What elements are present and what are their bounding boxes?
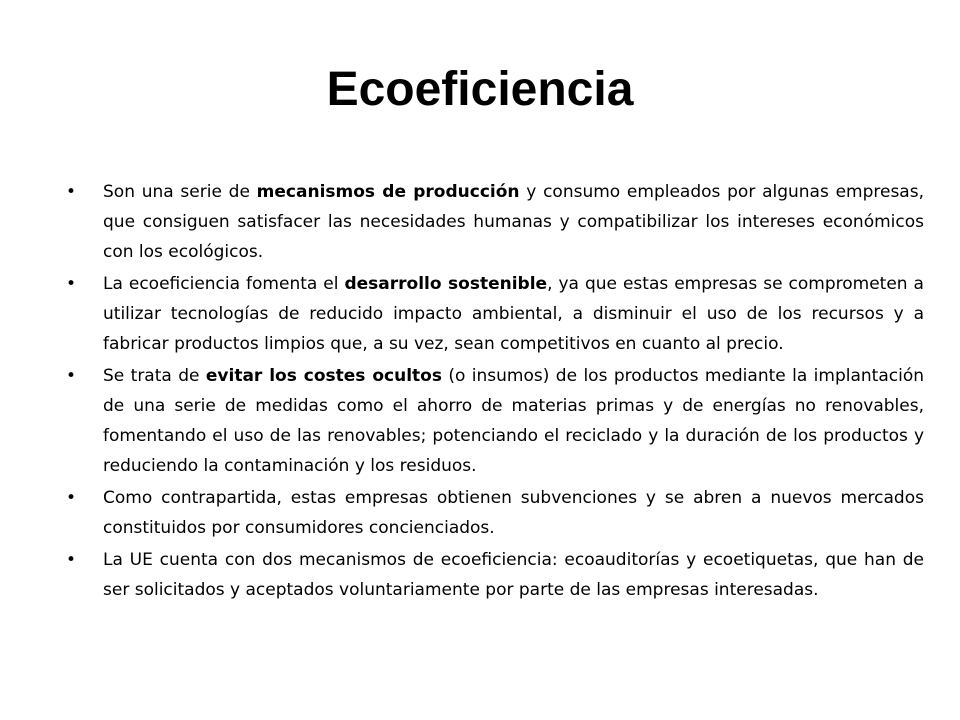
bullet-text-segment: , ya que estas empresas se comprometen a utilizar tecnologías de reducido impacto ambiental, a disminuir el uso de los recursos y a fabricar productos limpios que, a su vez, sean competitivos en cuanto al precio. xyxy=(103,274,924,354)
bullet-item xyxy=(66,177,924,267)
bullet-item xyxy=(66,545,924,605)
bullet-text-segment: Son una serie de xyxy=(103,182,257,202)
bullet-text-segment: Como contrapartida, estas empresas obtienen subvenciones y se abren a nuevos mercados constituidos por consumidores concienciados. xyxy=(103,488,924,538)
bullet-icon: • xyxy=(66,550,77,570)
bullet-icon: • xyxy=(66,488,77,508)
bullet-text xyxy=(103,488,924,538)
bullet-item xyxy=(66,483,924,543)
bullet-text-emphasis: evitar los costes ocultos xyxy=(205,366,442,386)
bullet-icon: • xyxy=(66,274,77,294)
bullet-list xyxy=(66,177,924,607)
bullet-text xyxy=(103,366,924,476)
bullet-icon: • xyxy=(66,182,77,202)
bullet-text-segment: La ecoeficiencia fomenta el xyxy=(103,274,345,294)
bullet-text-emphasis: desarrollo sostenible xyxy=(344,274,548,294)
bullet-text-segment: (o insumos) de los productos mediante la implantación de una serie de medidas como el ahorro de materias primas y de energías no renovables, fomentando el uso de las renovables; potenciando el reciclado y la duración de los productos y reduciendo la contaminación y los residuos. xyxy=(103,366,924,476)
bullet-icon: • xyxy=(66,366,77,386)
bullet-text-segment: y consumo empleados por algunas empresas, que consiguen satisfacer las necesidades humanas y compatibilizar los intereses económicos con los ecológicos. xyxy=(103,182,924,262)
bullet-item xyxy=(66,361,924,481)
bullet-item xyxy=(66,269,924,359)
bullet-text xyxy=(103,550,924,600)
bullet-text xyxy=(103,182,924,262)
bullet-text-emphasis: mecanismos de producción xyxy=(256,182,520,202)
slide-title: Ecoeficiencia xyxy=(326,63,634,116)
bullet-text-segment: La UE cuenta con dos mecanismos de ecoeficiencia: ecoauditorías y ecoetiquetas, que han de ser solicitados y aceptados voluntariamente por parte de las empresas interesadas. xyxy=(103,550,924,600)
bullet-text xyxy=(103,274,924,354)
bullet-text-segment: Se trata de xyxy=(103,366,206,386)
